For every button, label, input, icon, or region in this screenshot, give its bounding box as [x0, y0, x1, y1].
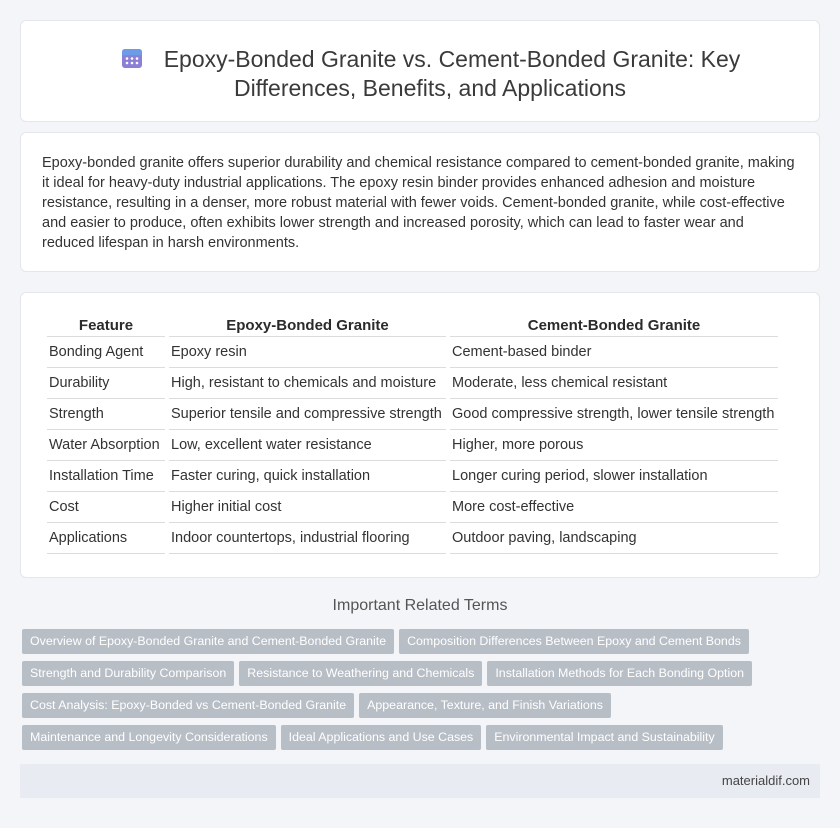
header-feature: Feature: [47, 315, 165, 337]
footer: [20, 764, 820, 798]
epoxy-cell: Epoxy resin: [169, 337, 446, 368]
intro-card: [20, 132, 820, 272]
related-term-tag[interactable]: Maintenance and Longevity Considerations: [22, 725, 276, 750]
table-row: [47, 461, 778, 492]
calendar-icon: [120, 46, 144, 70]
table-row: [47, 337, 778, 368]
header-cement: Cement-Bonded Granite: [450, 315, 778, 337]
related-terms-title: Important Related Terms: [332, 597, 508, 614]
table-row: [47, 492, 778, 523]
header-epoxy: Epoxy-Bonded Granite: [169, 315, 446, 337]
cement-cell: Moderate, less chemical resistant: [450, 368, 778, 399]
epoxy-cell: High, resistant to chemicals and moisture: [169, 368, 446, 399]
cement-cell: Outdoor paving, landscaping: [450, 523, 778, 554]
related-terms-list: [22, 629, 822, 757]
cement-cell: Cement-based binder: [450, 337, 778, 368]
feature-cell: Applications: [47, 523, 165, 554]
feature-cell: Water Absorption: [47, 430, 165, 461]
table-row: [47, 368, 778, 399]
table-header-row: [47, 315, 778, 337]
intro-paragraph: Epoxy-bonded granite offers superior durability and chemical resistance compared to cement-bonded granite, making it ideal for heavy-duty industrial applications. The epoxy resin binder provides enhanced adhesion and moisture resistance, resulting in a denser, more robust material with fewer voids. Cement-bonded granite, while cost-effective and easier to produce, often exhibits lower strength and increased porosity, which can lead to faster wear and reduced lifespan in harsh environments.: [42, 155, 795, 251]
feature-cell: Bonding Agent: [47, 337, 165, 368]
comparison-card: [20, 292, 820, 578]
title-card: [20, 20, 820, 122]
tag-row: [22, 725, 822, 757]
related-term-tag[interactable]: Environmental Impact and Sustainability: [486, 725, 722, 750]
table-row: [47, 399, 778, 430]
related-term-tag[interactable]: Overview of Epoxy-Bonded Granite and Cement-Bonded Granite: [22, 629, 394, 654]
tag-row: [22, 693, 822, 725]
feature-cell: Strength: [47, 399, 165, 430]
feature-cell: Durability: [47, 368, 165, 399]
related-term-tag[interactable]: Composition Differences Between Epoxy and Cement Bonds: [399, 629, 749, 654]
feature-cell: Installation Time: [47, 461, 165, 492]
tag-row: [22, 661, 822, 693]
related-term-tag[interactable]: Appearance, Texture, and Finish Variations: [359, 693, 611, 718]
cement-cell: Longer curing period, slower installation: [450, 461, 778, 492]
related-term-tag[interactable]: Ideal Applications and Use Cases: [281, 725, 482, 750]
related-term-tag[interactable]: Resistance to Weathering and Chemicals: [239, 661, 482, 686]
footer-site[interactable]: materialdif.com: [721, 773, 810, 788]
epoxy-cell: Indoor countertops, industrial flooring: [169, 523, 446, 554]
cement-cell: More cost-effective: [450, 492, 778, 523]
table-row: [47, 523, 778, 554]
epoxy-cell: Low, excellent water resistance: [169, 430, 446, 461]
comparison-table: [43, 315, 782, 554]
page-title: Epoxy-Bonded Granite vs. Cement-Bonded Granite: Key Differences, Benefits, and Applications: [163, 46, 741, 101]
page-title-wrap: [81, 45, 779, 103]
epoxy-cell: Faster curing, quick installation: [169, 461, 446, 492]
related-term-tag[interactable]: Installation Methods for Each Bonding Option: [487, 661, 752, 686]
epoxy-cell: Higher initial cost: [169, 492, 446, 523]
cement-cell: Higher, more porous: [450, 430, 778, 461]
related-term-tag[interactable]: Strength and Durability Comparison: [22, 661, 234, 686]
tag-row: [22, 629, 822, 661]
table-row: [47, 430, 778, 461]
feature-cell: Cost: [47, 492, 165, 523]
cement-cell: Good compressive strength, lower tensile strength: [450, 399, 778, 430]
epoxy-cell: Superior tensile and compressive strength: [169, 399, 446, 430]
related-term-tag[interactable]: Cost Analysis: Epoxy-Bonded vs Cement-Bonded Granite: [22, 693, 354, 718]
